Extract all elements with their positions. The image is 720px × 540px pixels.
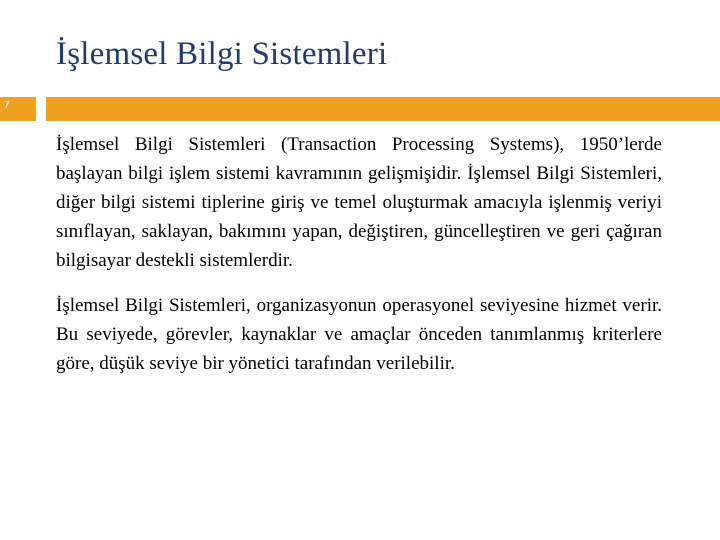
slide-title: İşlemsel Bilgi Sistemleri — [56, 36, 388, 72]
slide-number-block — [0, 97, 36, 121]
paragraph-1: İşlemsel Bilgi Sistemleri (Transaction Processing Systems), 1950’lerde başlayan bilgi işlem sistemi kavramının gelişmişidir. İşlemsel Bilgi Sistemleri, diğer bilgi sistemi tiplerine giriş ve temel oluşturmak amacıyla işlenmiş veriyi sınıflayan, saklayan, bakımını yapan, değiştiren, güncelleştiren ve geri çağıran bilgisayar destekli sistemlerdir. — [56, 134, 662, 271]
header-accent-bar — [46, 97, 720, 121]
slide-number: 7 — [4, 100, 10, 111]
paragraph-2: İşlemsel Bilgi Sistemleri, organizasyonun operasyonel seviyesine hizmet verir. Bu seviyede, görevler, kaynaklar ve amaçlar önceden tanımlanmış kriterlere göre, düşük seviye bir yönetici tarafından verilebilir. — [56, 295, 662, 374]
slide-content — [56, 130, 662, 394]
